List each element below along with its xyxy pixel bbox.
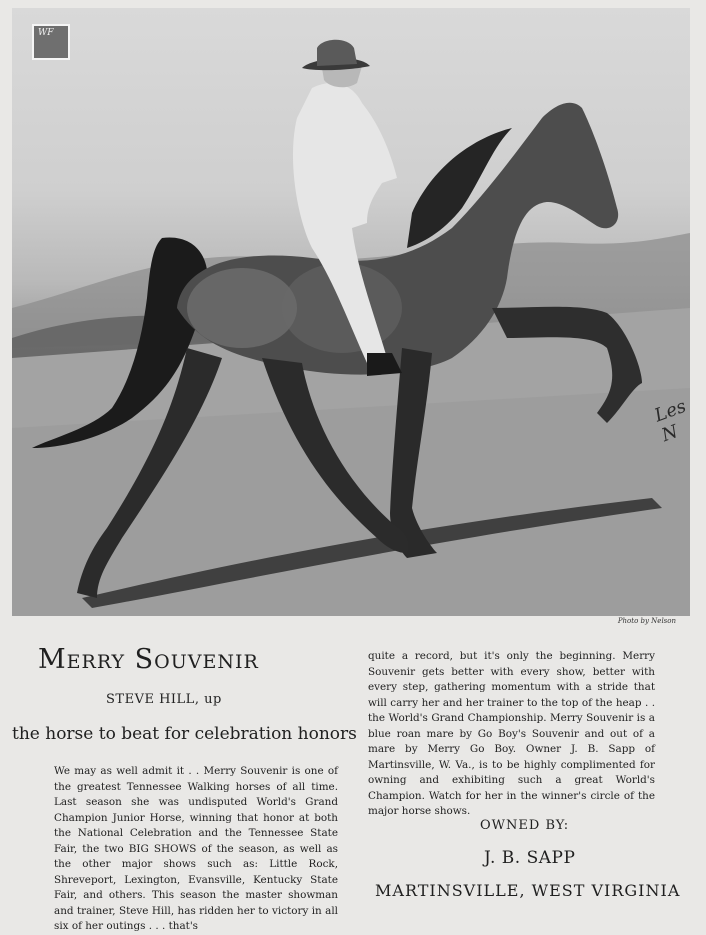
owned-by-label: OWNED BY:: [480, 818, 570, 833]
body-text-right: quite a record, but it's only the beginning. Merry Souvenir gets better with every show, better with every step, gathering momentum with a stride that will carry her and her trainer to the top of the heap . . the World's Grand Championship. Merry Souvenir is a blue roan mare by Go Boy's Souvenir and out of a mare by Merry Go Boy. Owner J. B. Sapp of Martinsville, W. Va., is to be highly complimented for owning and exhibiting such a great World's Champion. Watch for her in the winner's circle of the major horse shows.: [368, 650, 655, 817]
horse-and-rider-illustration: [12, 8, 690, 616]
horse-photo: [12, 8, 690, 616]
body-text-left: We may as well admit it . . Merry Souvenir is one of the greatest Tennessee Walking horses of all time. Last season she was undisputed World's Grand Champion Junior Horse, winning that honor at both the National Celebration and the Tennessee State Fair, the two BIG SHOWS of the season, as well as the other major shows such as: Little Rock, Shreveport, Lexington, Evansville, Kentucky State Fair, and others. This season the master showman and trainer, Steve Hill, has ridden her to victory in all six of her outings . . . that's: [54, 765, 338, 932]
owner-name: J. B. SAPP: [484, 848, 576, 868]
logo-text: WF: [38, 28, 54, 38]
article-title: Merry Souvenir: [38, 644, 259, 675]
owner-location: MARTINSVILLE, WEST VIRGINIA: [375, 881, 681, 900]
publication-logo: [32, 24, 70, 60]
artist-signature: Les N: [651, 395, 689, 447]
rider-line: STEVE HILL, up: [106, 692, 222, 707]
tagline: the horse to beat for celebration honors: [12, 724, 357, 744]
photo-credit: Photo by Nelson: [617, 617, 676, 625]
